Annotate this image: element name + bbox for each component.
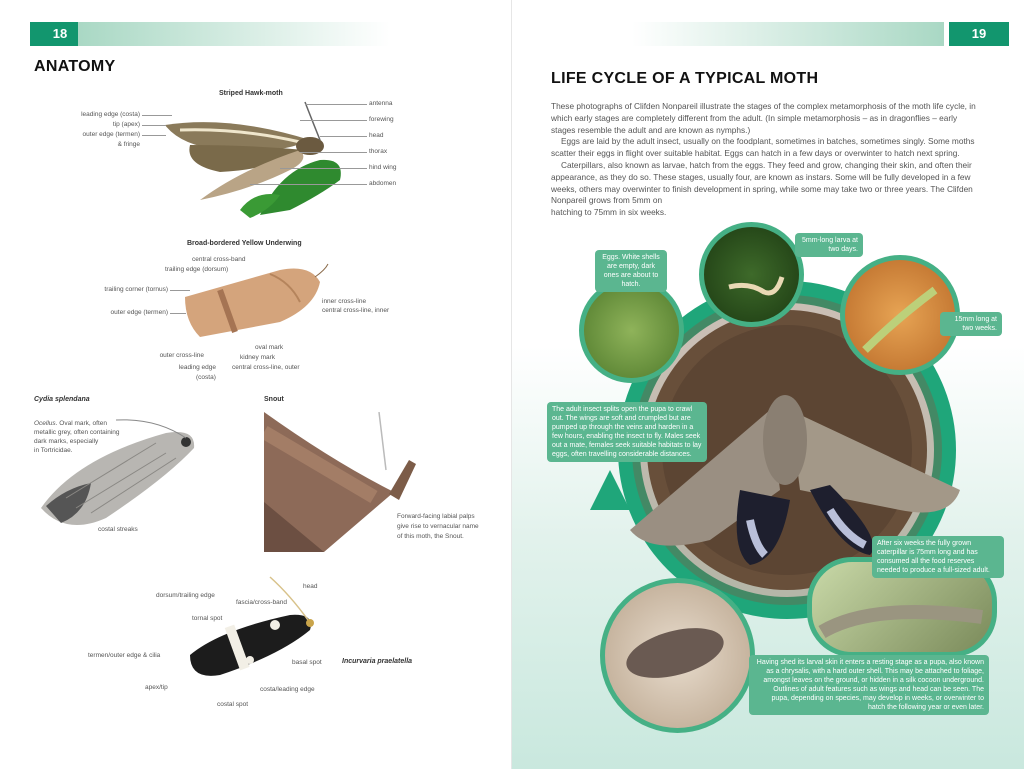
underwing-label-costa: (costa)	[196, 374, 216, 381]
cydia-illustration	[36, 418, 206, 538]
cydia-note-line: dark marks, especially	[34, 438, 99, 445]
larva-15mm-note: 15mm long at two weeks.	[940, 312, 1002, 336]
hawkmoth-label-thorax: thorax	[369, 148, 388, 155]
snout-caption: Snout	[264, 396, 284, 403]
incurvaria-label-apex: apex/tip	[145, 684, 168, 691]
hawkmoth-label-termen: outer edge (termen)	[82, 131, 140, 138]
underwing-label-band: central cross-band	[192, 256, 246, 263]
leader-line	[300, 152, 367, 153]
cydia-note-rest: . Oval mark, often	[55, 420, 107, 427]
leader-line	[300, 120, 367, 121]
header-bar-right	[632, 22, 944, 46]
leader-line	[142, 135, 166, 136]
hawkmoth-label-costa: leading edge (costa)	[81, 111, 140, 118]
incurvaria-label-costal-spot: costal spot	[217, 701, 249, 708]
incurvaria-label-basal: basal spot	[292, 659, 322, 666]
snout-note-line: of this moth, the Snout.	[397, 533, 464, 540]
incurvaria-label-costa: costa/leading edge	[260, 686, 315, 693]
larva-5mm-note: 5mm-long larva at two days.	[795, 233, 863, 257]
hawkmoth-label-fringe: & fringe	[117, 141, 140, 148]
leader-line	[280, 168, 367, 169]
lifecycle-title: LIFE CYCLE OF A TYPICAL MOTH	[551, 70, 819, 87]
leader-line	[170, 290, 190, 291]
cydia-note-ocellus: Ocellus	[34, 420, 56, 427]
leader-line	[142, 125, 166, 126]
underwing-label-tornus: trailing corner (tornus)	[104, 286, 168, 293]
hawkmoth-caption: Striped Hawk-moth	[219, 90, 283, 97]
lifecycle-body	[551, 101, 983, 219]
adult-note: The adult insect splits open the pupa to crawl out. The wings are soft and crumpled but are pumped up through the veins and harden in a few hours, enabling the insect to fly. Males seek out a mate, females seek suitable habitats to lay eggs, often travelling considerable distances.	[547, 402, 707, 462]
cydia-note-line: metallic grey, often containing	[34, 429, 120, 436]
body-paragraph: Eggs are laid by the adult insect, usually on the foodplant, sometimes in batches, sometimes singly. Some moths scatter their eggs in flight over suitable habitat. Eggs can hatch in a few days or overwinter to hatch next spring.	[551, 136, 975, 159]
underwing-label-termen: outer edge (termen)	[110, 309, 168, 316]
underwing-label-outer-cross: outer cross-line	[159, 352, 204, 359]
underwing-label-dorsum: trailing edge (dorsum)	[165, 266, 229, 273]
underwing-caption: Broad-bordered Yellow Underwing	[187, 240, 302, 247]
pupa-photo	[600, 578, 755, 733]
underwing-illustration	[180, 262, 330, 342]
incurvaria-label-dorsum: dorsum/trailing edge	[156, 592, 215, 599]
hawkmoth-label-hindwing: hind wing	[369, 164, 397, 171]
underwing-label-oval: oval mark	[255, 344, 284, 351]
incurvaria-label-head: head	[303, 583, 318, 590]
page-number-right: 19	[949, 22, 1009, 46]
anatomy-title: ANATOMY	[34, 58, 116, 75]
header-bar-left	[78, 22, 390, 46]
larva-5mm-photo	[699, 222, 804, 327]
snout-note-line: Forward-facing labial palps	[397, 513, 475, 520]
eggs-note: Eggs. White shells are empty, dark ones are about to hatch.	[595, 250, 667, 292]
body-paragraph: hatching to 75mm in six weeks.	[551, 207, 667, 218]
hawkmoth-label-antenna: antenna	[369, 100, 393, 107]
leader-line	[250, 184, 367, 185]
eggs-photo	[579, 278, 684, 383]
cydia-label-costal: costal streaks	[98, 526, 138, 533]
hawkmoth-illustration	[160, 100, 360, 220]
hawkmoth-label-forewing: forewing	[369, 116, 394, 123]
underwing-label-inner: inner cross-line	[322, 298, 367, 305]
body-paragraph: These photographs of Clifden Nonpareil illustrate the stages of the complex metamorphosis of the moth life cycle, in which early stages are completely different from the adult. (In simple metamorphosis – as in dragonflies – early stages resemble the adult and are known as nymphs.)	[551, 101, 976, 135]
incurvaria-label-termen: termen/outer edge & cilia	[88, 652, 161, 659]
leader-line	[170, 313, 186, 314]
underwing-label-kidney: kidney mark	[240, 354, 276, 361]
underwing-label-leading: leading edge	[178, 364, 216, 371]
pupa-note: Having shed its larval skin it enters a resting stage as a pupa, also known as a chrysalis, with a hard outer shell. This may be attached to foliage, amongst leaves on the ground, or hidden in a silk cocoon underground. Outlines of adult features such as wings and head can be seen. The pupa, depending on species, may develop in weeks, or overwinter to hatch the following year or even later.	[749, 655, 989, 715]
incurvaria-caption: Incurvaria praelatella	[342, 658, 413, 665]
snout-note	[397, 512, 479, 542]
hawkmoth-label-apex: tip (apex)	[112, 121, 140, 128]
incurvaria-label-tornal: tornal spot	[192, 615, 223, 622]
leader-line	[305, 104, 367, 105]
cydia-caption: Cydia splendana	[34, 396, 90, 403]
underwing-label-central-outer: central cross-line, outer	[232, 364, 300, 371]
hawkmoth-label-abdomen: abdomen	[369, 180, 397, 187]
underwing-label-central-inner: central cross-line, inner	[322, 307, 390, 314]
right-page	[512, 0, 1024, 769]
leader-line	[142, 115, 172, 116]
incurvaria-label-fascia: fascia/cross-band	[236, 599, 287, 606]
hawkmoth-label-head: head	[369, 132, 384, 139]
snout-note-line: give rise to vernacular name	[397, 523, 479, 530]
leader-line	[320, 136, 367, 137]
cydia-note-line: in Tortricidae.	[34, 447, 73, 454]
page-number-left: 18	[30, 22, 90, 46]
body-paragraph: Caterpillars, also known as larvae, hatch from the eggs. They feed and grow, changing their skin, and often their appearance, as they do so. These stages, usually four, are known as instars. Some will be fully developed in a few weeks, others may overwinter to finish development in spring, while some may take two or three years. The Clifden Nonpareil grows from 5mm on	[551, 159, 973, 206]
caterpillar-note: After six weeks the fully grown caterpillar is 75mm long and has consumed all the food reserves needed to produce a full-sized adult.	[872, 536, 1004, 578]
